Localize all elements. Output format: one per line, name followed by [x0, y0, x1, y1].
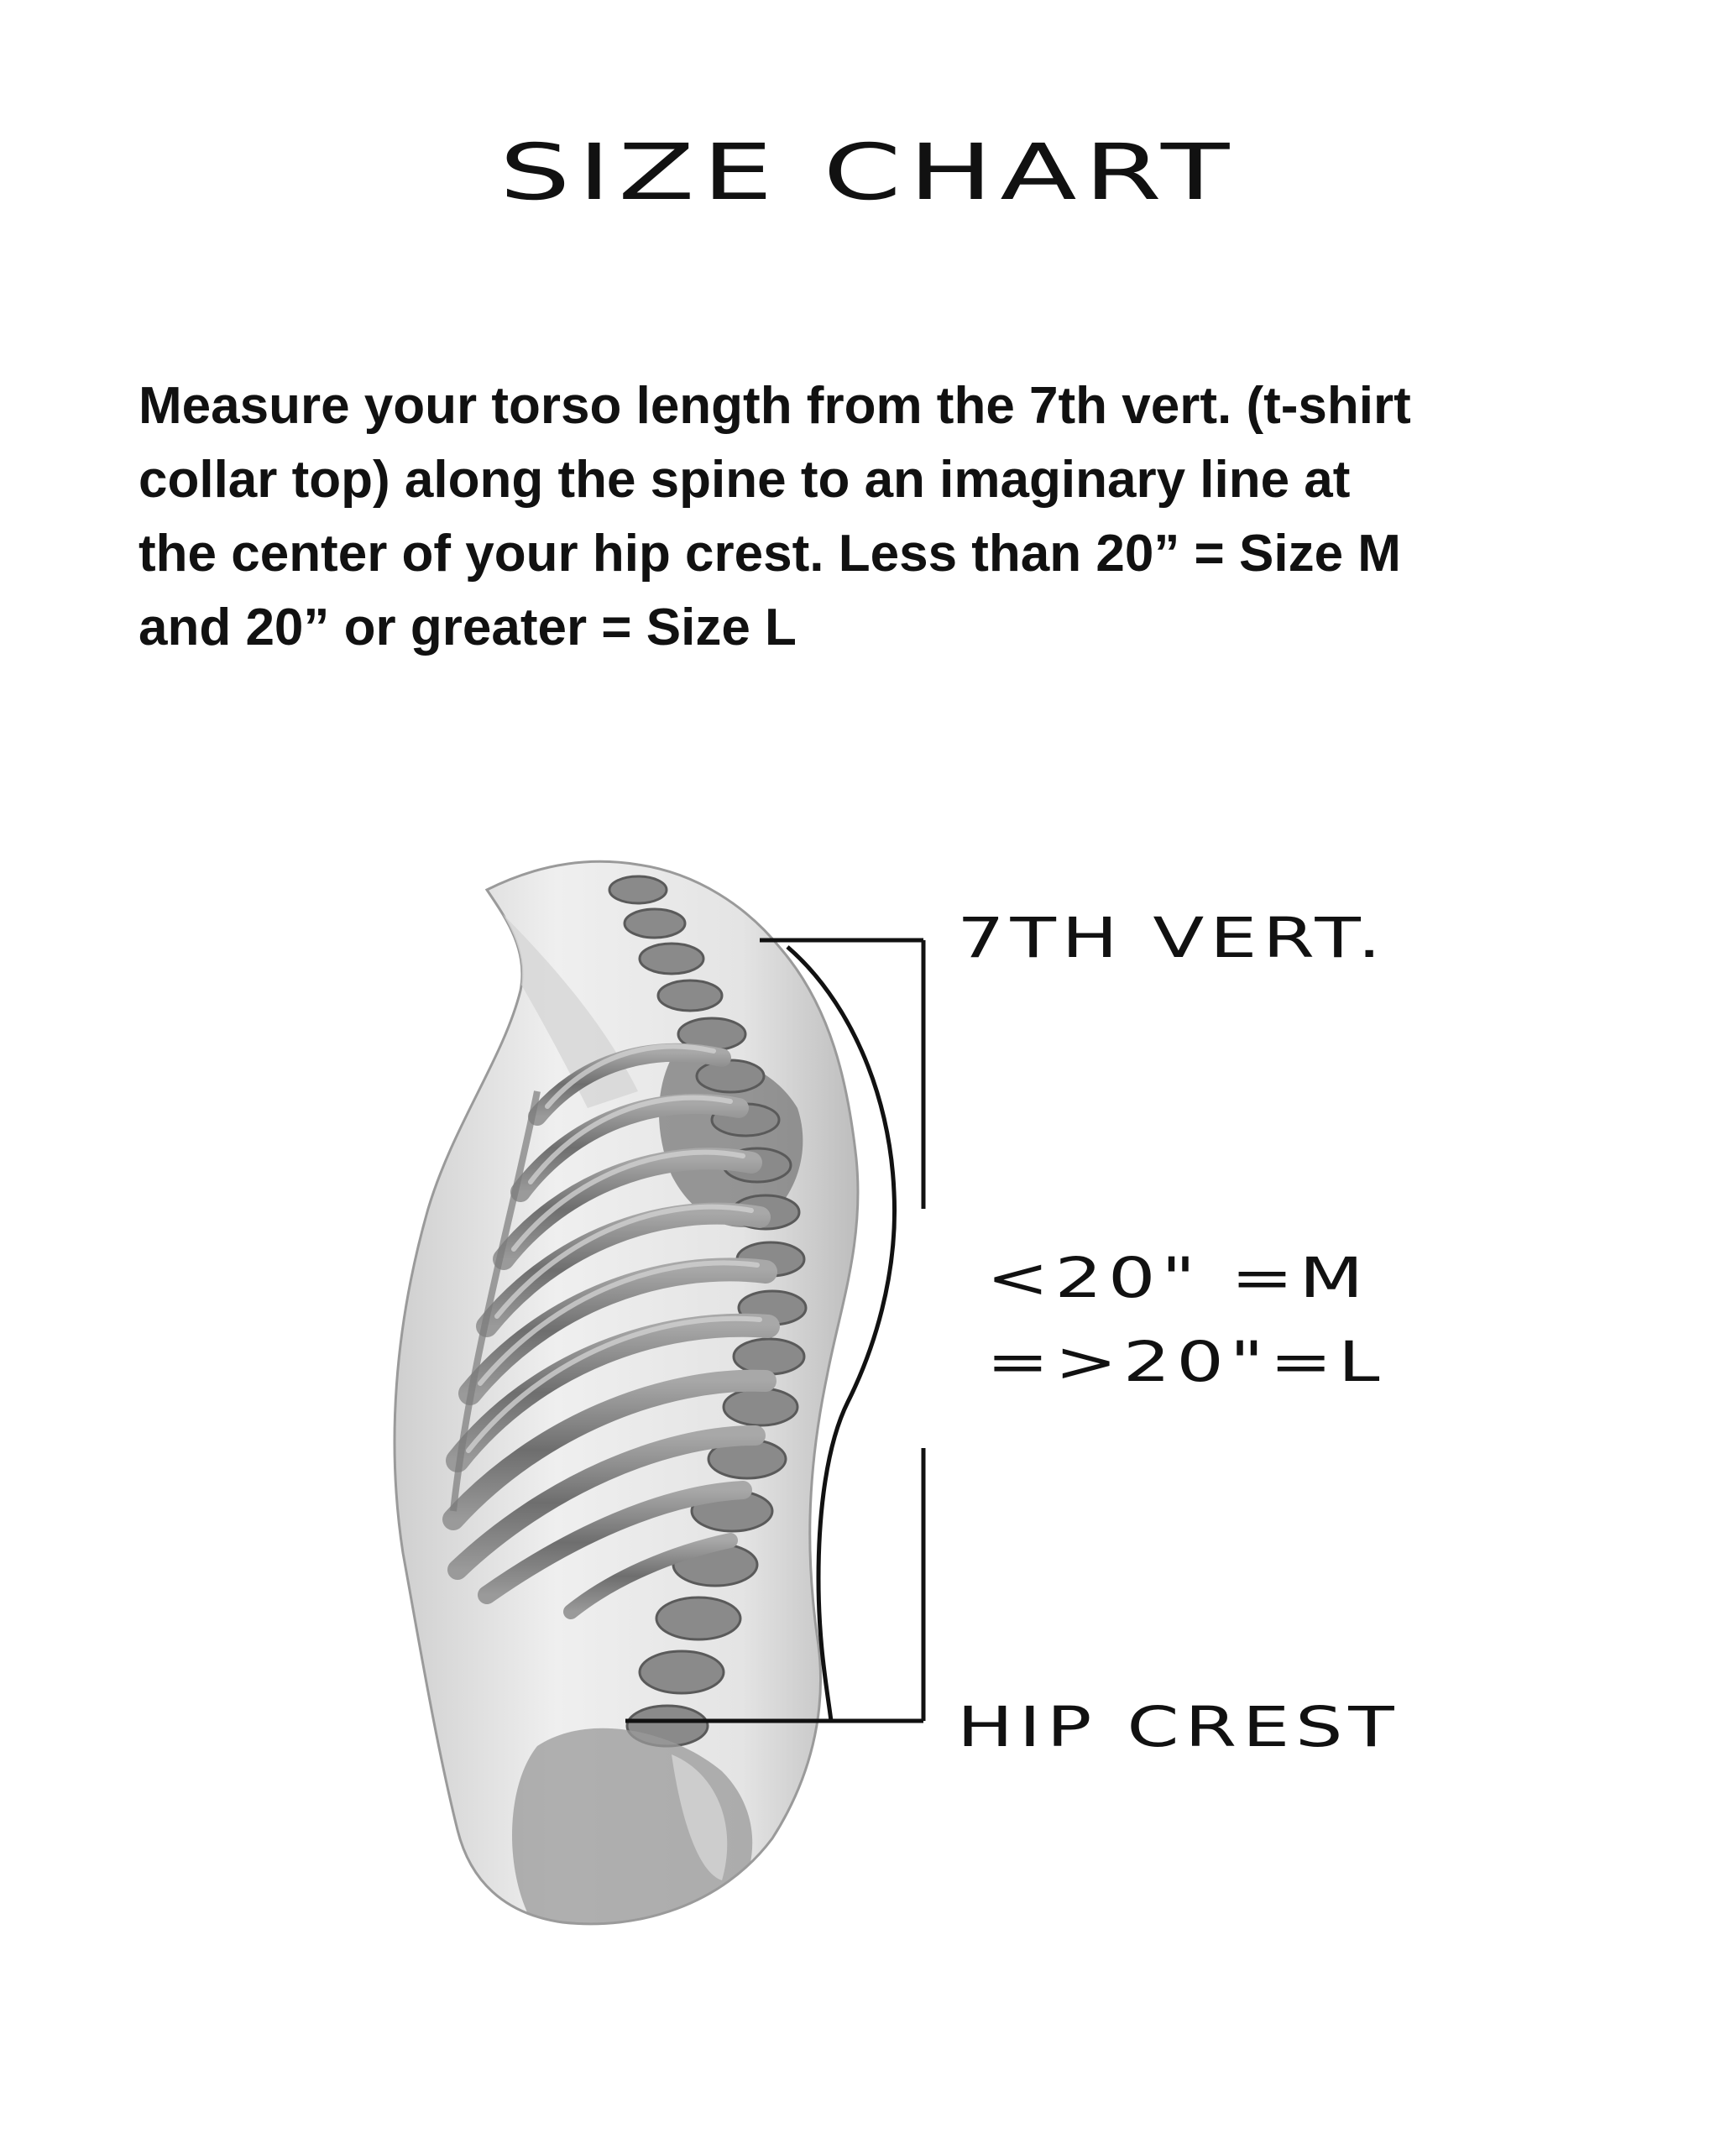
size-rule-medium: <20" =M	[986, 1246, 1370, 1310]
instructions-line: and 20” or greater = Size L	[139, 599, 797, 656]
instructions-line: the center of your hip crest. Less than 20” = Size M	[139, 525, 1401, 583]
seventh-vertebra-label: 7TH VERT.	[957, 906, 1388, 970]
instructions-line: Measure your torso length from the 7th vert. (t-shirt	[139, 377, 1411, 435]
instructions-line: collar top) along the spine to an imaginary line at	[139, 451, 1351, 509]
hip-crest-label: HIP CREST	[957, 1695, 1400, 1759]
page-title: SIZE CHART	[499, 128, 1237, 217]
size-rule-large: =>20"=L	[986, 1330, 1386, 1394]
